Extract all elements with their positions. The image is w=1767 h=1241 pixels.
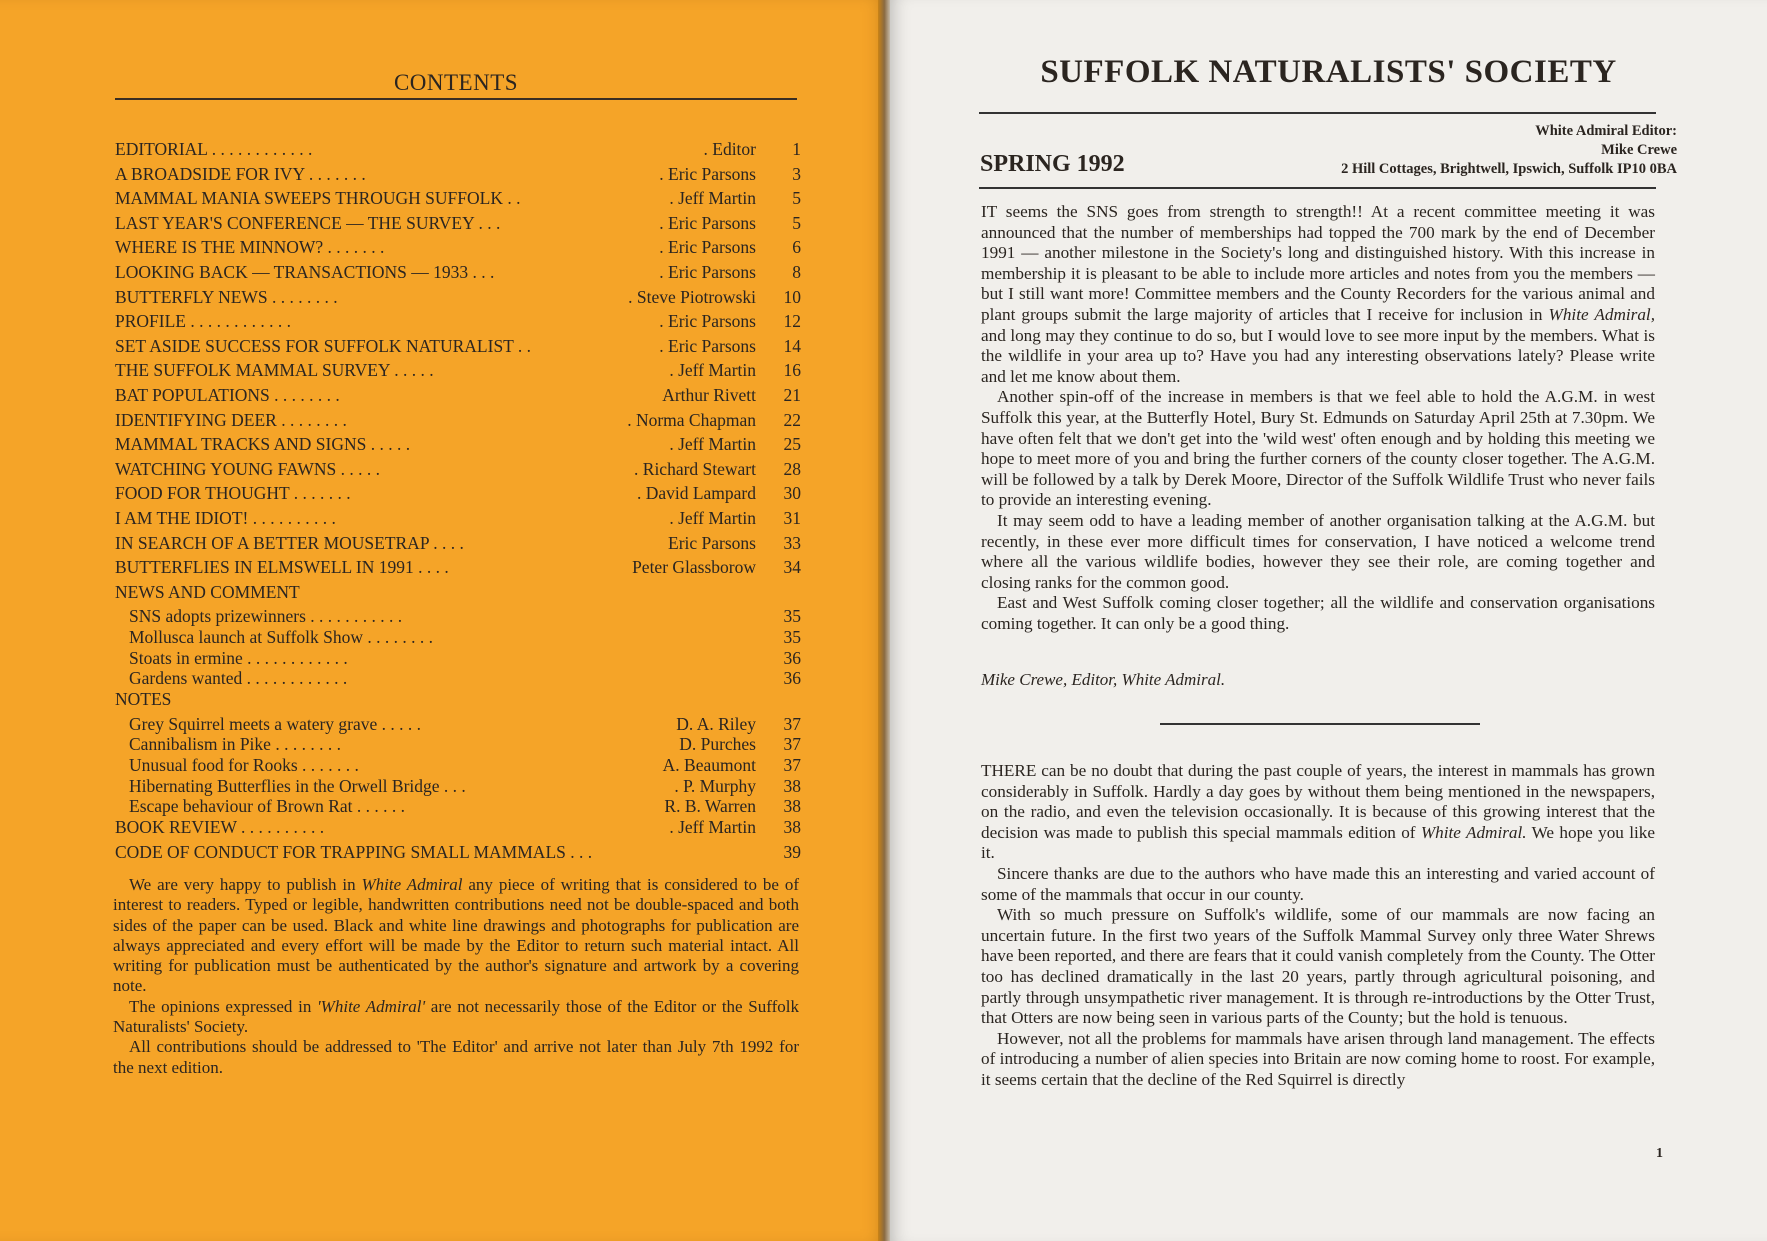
toc-entry-title: CODE OF CONDUCT FOR TRAPPING SMALL MAMMALS . . . bbox=[115, 841, 593, 862]
toc-entry-page: 28 bbox=[783, 458, 801, 479]
toc-entry[interactable] bbox=[113, 336, 801, 361]
toc-entry-title: LOOKING BACK — TRANSACTIONS — 1933 . . . bbox=[115, 261, 495, 282]
issue-label: SPRING 1992 bbox=[980, 151, 1125, 177]
toc-entry[interactable] bbox=[113, 434, 801, 459]
editorial-paragraph: Another spin-off of the increase in members is that we feel able to hold the A.G.M. in west Suffolk this year, at the Butterfly Hotel, Bury St. Edmunds on Saturday April 25th at 7.30pm. We have often felt that we don't get into the 'wild west' often enough and by holding this meeting we hope to meet more of you and bring the further corners of the county closer together. The A.G.M. will be followed by a talk by Derek Moore, Director of the Suffolk Wildlife Trust who never fails to provide an interesting evening. bbox=[981, 387, 1655, 510]
toc-entry-page: 36 bbox=[783, 647, 801, 668]
contrib-paragraph: The opinions expressed in 'White Admiral' are not necessarily those of the Editor or the Suffolk Naturalists' Society. bbox=[113, 996, 799, 1037]
toc-entry-page: 30 bbox=[783, 483, 801, 504]
editorial-paragraph: IT seems the SNS goes from strength to strength!! At a recent committee meeting it was announced that the number of memberships had topped the 700 mark by the end of December 1991 — another milestone in the Society's long and distinguished history. With this increase in membership it is pleasant to be able to include more articles and notes from you the members — but I still want more! Committee members and the County Recorders for the various animal and plant groups submit the large majority of articles that I receive for inclusion in White Admiral, and long may they continue to do so, but I would love to see more input by the members. What is the wildlife in your area up to? Have you had any interesting observations lately? Please write and let me know about them. bbox=[981, 202, 1655, 386]
toc-entry-author: . Jeff Martin bbox=[669, 507, 756, 528]
toc-entry[interactable] bbox=[113, 606, 801, 627]
toc-entry[interactable] bbox=[113, 776, 801, 797]
toc-entry-page: 37 bbox=[783, 734, 801, 755]
toc-entry-author: . Jeff Martin bbox=[669, 817, 756, 838]
toc-entry[interactable] bbox=[113, 483, 801, 508]
toc-entry-title: Cannibalism in Pike . . . . . . . . bbox=[129, 734, 341, 755]
toc-entry-page: 35 bbox=[783, 626, 801, 647]
toc-entry-title: Escape behaviour of Brown Rat . . . . . . bbox=[129, 796, 406, 817]
toc-entry-title: FOOD FOR THOUGHT . . . . . . . bbox=[115, 483, 351, 504]
toc-entry-title: BOOK REVIEW . . . . . . . . . . bbox=[115, 817, 325, 838]
header-rule-lower bbox=[979, 187, 1656, 189]
toc-entry-author: . Eric Parsons bbox=[659, 237, 756, 258]
toc-entry-title: SET ASIDE SUCCESS FOR SUFFOLK NATURALIST . . bbox=[115, 335, 532, 356]
toc-entry-page: 39 bbox=[783, 841, 801, 862]
toc-entry[interactable] bbox=[113, 164, 801, 189]
toc-entry-title: IN SEARCH OF A BETTER MOUSETRAP . . . . bbox=[115, 532, 464, 553]
toc-entry-page: 38 bbox=[783, 796, 801, 817]
toc-entry-page: 34 bbox=[783, 557, 801, 578]
toc-entry[interactable] bbox=[113, 459, 801, 484]
toc-entry-author: R. B. Warren bbox=[664, 796, 756, 817]
toc-entry-author: . Jeff Martin bbox=[669, 188, 756, 209]
toc-entry-title: PROFILE . . . . . . . . . . . . bbox=[115, 311, 291, 332]
contrib-paragraph: We are very happy to publish in White Admiral any piece of writing that is considered to be of interest to readers. Typed or legible, handwritten contributions need not be double-spaced and both sides of the paper can be used. Black and white line drawings and photographs for publication are always appreciated and every effort will be made by the Editor to return such material intact. All writing for publication must be authenticated by the author's signature and artwork by a covering note. bbox=[113, 875, 799, 996]
toc-entry[interactable] bbox=[113, 410, 801, 435]
toc-entry[interactable] bbox=[113, 237, 801, 262]
header-rule bbox=[979, 112, 1656, 114]
toc-entry[interactable] bbox=[113, 287, 801, 312]
editor-signoff: Mike Crewe, Editor, White Admiral. bbox=[981, 670, 1226, 689]
toc-entry-title: BUTTERFLIES IN ELMSWELL IN 1991 . . . . bbox=[115, 557, 449, 578]
toc-entry-title: MAMMAL TRACKS AND SIGNS . . . . . bbox=[115, 434, 411, 455]
toc-entry-book-review[interactable] bbox=[113, 817, 801, 842]
toc-section-heading bbox=[113, 689, 801, 714]
contrib-paragraph: All contributions should be addressed to 'The Editor' and arrive not later than July 7th 1992 for the next edition. bbox=[113, 1037, 799, 1077]
toc-entry-title: Mollusca launch at Suffolk Show . . . . . . . . bbox=[129, 626, 433, 647]
editor-contact bbox=[1341, 122, 1677, 179]
toc-entry-title: LAST YEAR'S CONFERENCE — THE SURVEY . . . bbox=[115, 212, 501, 233]
toc-entry-page: 36 bbox=[783, 668, 801, 689]
toc-entry-page: 8 bbox=[792, 261, 801, 282]
toc-entry-author: . Eric Parsons bbox=[659, 335, 756, 356]
news-heading: NEWS AND COMMENT bbox=[115, 581, 300, 602]
mammals-intro-text bbox=[981, 761, 1655, 1091]
toc-entry-author: . Eric Parsons bbox=[659, 212, 756, 233]
notes-heading: NOTES bbox=[115, 689, 172, 710]
society-title: SUFFOLK NATURALISTS' SOCIETY bbox=[1040, 54, 1617, 90]
toc-entry-title: THE SUFFOLK MAMMAL SURVEY . . . . . bbox=[115, 360, 434, 381]
toc-entry-page: 1 bbox=[792, 139, 801, 159]
mammals-paragraph: THERE can be no doubt that during the past couple of years, the interest in mammals has grown considerably in Suffolk. Hardly a day goes by without them being mentioned in the newspapers, on the radio, and even the television occasionally. It is because of this growing interest that the decision was made to publish this special mammals edition of White Admiral. We hope you like it. bbox=[981, 761, 1655, 863]
toc-entry[interactable] bbox=[113, 557, 801, 582]
toc-entry[interactable] bbox=[113, 508, 801, 533]
toc-entry-title: I AM THE IDIOT! . . . . . . . . . . bbox=[115, 507, 336, 528]
toc-entry-page: 35 bbox=[783, 606, 801, 627]
toc-entry-page: 22 bbox=[783, 409, 801, 430]
toc-entry-title: BUTTERFLY NEWS . . . . . . . . bbox=[115, 286, 338, 307]
editor-address: 2 Hill Cottages, Brightwell, Ipswich, Suffolk IP10 0BA bbox=[1341, 161, 1677, 177]
toc-entry-author: . Jeff Martin bbox=[669, 360, 756, 381]
toc-entry-title: WATCHING YOUNG FAWNS . . . . . bbox=[115, 458, 380, 479]
toc-entry-author: Arthur Rivett bbox=[662, 384, 756, 405]
toc-entry[interactable] bbox=[113, 533, 801, 558]
toc-entry-title: WHERE IS THE MINNOW? . . . . . . . bbox=[115, 237, 385, 258]
toc-entry-author: . Eric Parsons bbox=[659, 261, 756, 282]
editorial-paragraph: It may seem odd to have a leading member of another organisation talking at the A.G.M. but recently, in these ever more difficult times for conservation, I have noticed a welcome trend where all the various wildlife bodies, however they see their role, are coming together and closing ranks for the common good. bbox=[981, 510, 1655, 592]
toc-entry-title: A BROADSIDE FOR IVY . . . . . . . bbox=[115, 163, 366, 184]
toc-entry[interactable] bbox=[113, 755, 801, 776]
table-of-contents bbox=[113, 139, 801, 866]
toc-entry-author: . P. Murphy bbox=[674, 775, 756, 796]
toc-section-heading bbox=[113, 582, 801, 607]
toc-entry-page: 16 bbox=[783, 360, 801, 381]
toc-entry-author: . Eric Parsons bbox=[659, 163, 756, 184]
toc-entry-page: 5 bbox=[792, 188, 801, 209]
toc-entry-page: 37 bbox=[783, 713, 801, 734]
toc-entry-title: SNS adopts prizewinners . . . . . . . . . . . bbox=[129, 606, 403, 627]
toc-entry-author: . Norma Chapman bbox=[627, 409, 756, 430]
toc-entry-author: Eric Parsons bbox=[668, 532, 756, 553]
toc-entry[interactable] bbox=[113, 213, 801, 238]
toc-entry-title: IDENTIFYING DEER . . . . . . . . bbox=[115, 409, 347, 430]
toc-entry-author: Peter Glassborow bbox=[632, 557, 756, 578]
section-divider bbox=[1160, 723, 1480, 725]
toc-entry-author: . Richard Stewart bbox=[634, 458, 756, 479]
toc-entry-title: BAT POPULATIONS . . . . . . . . bbox=[115, 384, 340, 405]
toc-entry[interactable] bbox=[113, 139, 801, 164]
toc-entry-page: 3 bbox=[792, 163, 801, 184]
toc-notes-entries bbox=[113, 714, 801, 817]
toc-entry-page: 38 bbox=[783, 817, 801, 838]
mammals-paragraph: With so much pressure on Suffolk's wildlife, some of our mammals are now facing an uncertain future. In the first two years of the Suffolk Mammal Survey only three Water Shrews have been reported, and there are fears that it could vanish completely from the County. The Otter too has declined dramatically in the last 20 years, partly through agricultural poisoning, and partly through unsympathetic river management. It is through re-introductions by the Otter Trust, that Otters are now being seen in various parts of the County; but the hold is tenuous. bbox=[981, 905, 1655, 1028]
toc-entry-title: Hibernating Butterflies in the Orwell Bridge . . . bbox=[129, 775, 466, 796]
toc-entry-page: 33 bbox=[783, 532, 801, 553]
toc-entry-page: 21 bbox=[783, 384, 801, 405]
contributions-notice bbox=[113, 875, 799, 1078]
toc-entry[interactable] bbox=[113, 311, 801, 336]
toc-entry-page: 14 bbox=[783, 335, 801, 356]
mammals-paragraph: Sincere thanks are due to the authors who have made this an interesting and varied account of some of the mammals that occur in our county. bbox=[981, 863, 1655, 904]
toc-entry-page: 25 bbox=[783, 434, 801, 455]
editorial-page bbox=[890, 0, 1767, 1241]
toc-entry-author: . Editor bbox=[703, 139, 756, 159]
toc-news-entries bbox=[113, 606, 801, 689]
toc-entry-author: . Jeff Martin bbox=[669, 434, 756, 455]
toc-entry[interactable] bbox=[113, 648, 801, 669]
toc-entry-page: 12 bbox=[783, 311, 801, 332]
toc-entry-title: MAMMAL MANIA SWEEPS THROUGH SUFFOLK . . bbox=[115, 188, 521, 209]
editor-name: Mike Crewe bbox=[1601, 142, 1677, 158]
toc-entry-page: 10 bbox=[783, 286, 801, 307]
toc-entry[interactable] bbox=[113, 188, 801, 213]
toc-entry-author: D. Purches bbox=[679, 734, 756, 755]
toc-entry[interactable] bbox=[113, 734, 801, 755]
title-rule bbox=[115, 98, 797, 100]
toc-entry-title: Grey Squirrel meets a watery grave . . . . . bbox=[129, 713, 422, 734]
toc-entry[interactable] bbox=[113, 796, 801, 817]
toc-entry[interactable] bbox=[113, 360, 801, 385]
toc-entry-author: A. Beaumont bbox=[662, 755, 756, 775]
editor-label: White Admiral Editor: bbox=[1535, 123, 1677, 139]
editorial-paragraph: East and West Suffolk coming closer together; all the wildlife and conservation organisations coming together. It can only be a good thing. bbox=[981, 593, 1655, 633]
toc-main-entries bbox=[113, 139, 801, 582]
toc-entry-author: . Eric Parsons bbox=[659, 311, 756, 332]
toc-entry-author: . Steve Piotrowski bbox=[628, 286, 756, 307]
toc-entry-page: 37 bbox=[783, 755, 801, 775]
toc-entry-page: 5 bbox=[792, 212, 801, 233]
page-number: 1 bbox=[1656, 1146, 1663, 1161]
toc-entry-page: 38 bbox=[783, 775, 801, 796]
toc-entry-author: . David Lampard bbox=[636, 483, 756, 504]
mammals-paragraph: However, not all the problems for mammals have arisen through land management. The effects of introducing a number of alien species into Britain are now coming home to roost. For example, it seems certain that the decline of the Red Squirrel is directly bbox=[981, 1028, 1655, 1089]
toc-entry[interactable] bbox=[113, 668, 801, 689]
toc-entry-page: 6 bbox=[792, 237, 801, 258]
toc-entry-code-of-conduct[interactable] bbox=[113, 842, 801, 867]
toc-entry-title: EDITORIAL . . . . . . . . . . . . bbox=[115, 139, 313, 159]
toc-entry[interactable] bbox=[113, 262, 801, 287]
toc-entry[interactable] bbox=[113, 627, 801, 648]
toc-entry-title: Unusual food for Rooks . . . . . . . bbox=[129, 755, 359, 775]
toc-entry-title: Stoats in ermine . . . . . . . . . . . . bbox=[129, 647, 348, 668]
toc-entry-page: 31 bbox=[783, 507, 801, 528]
toc-entry[interactable] bbox=[113, 385, 801, 410]
toc-entry-title: Gardens wanted . . . . . . . . . . . . bbox=[129, 668, 348, 689]
editorial-text bbox=[981, 202, 1655, 634]
toc-entry-author: D. A. Riley bbox=[676, 713, 756, 734]
contents-title: CONTENTS bbox=[393, 70, 519, 95]
toc-entry[interactable] bbox=[113, 714, 801, 735]
